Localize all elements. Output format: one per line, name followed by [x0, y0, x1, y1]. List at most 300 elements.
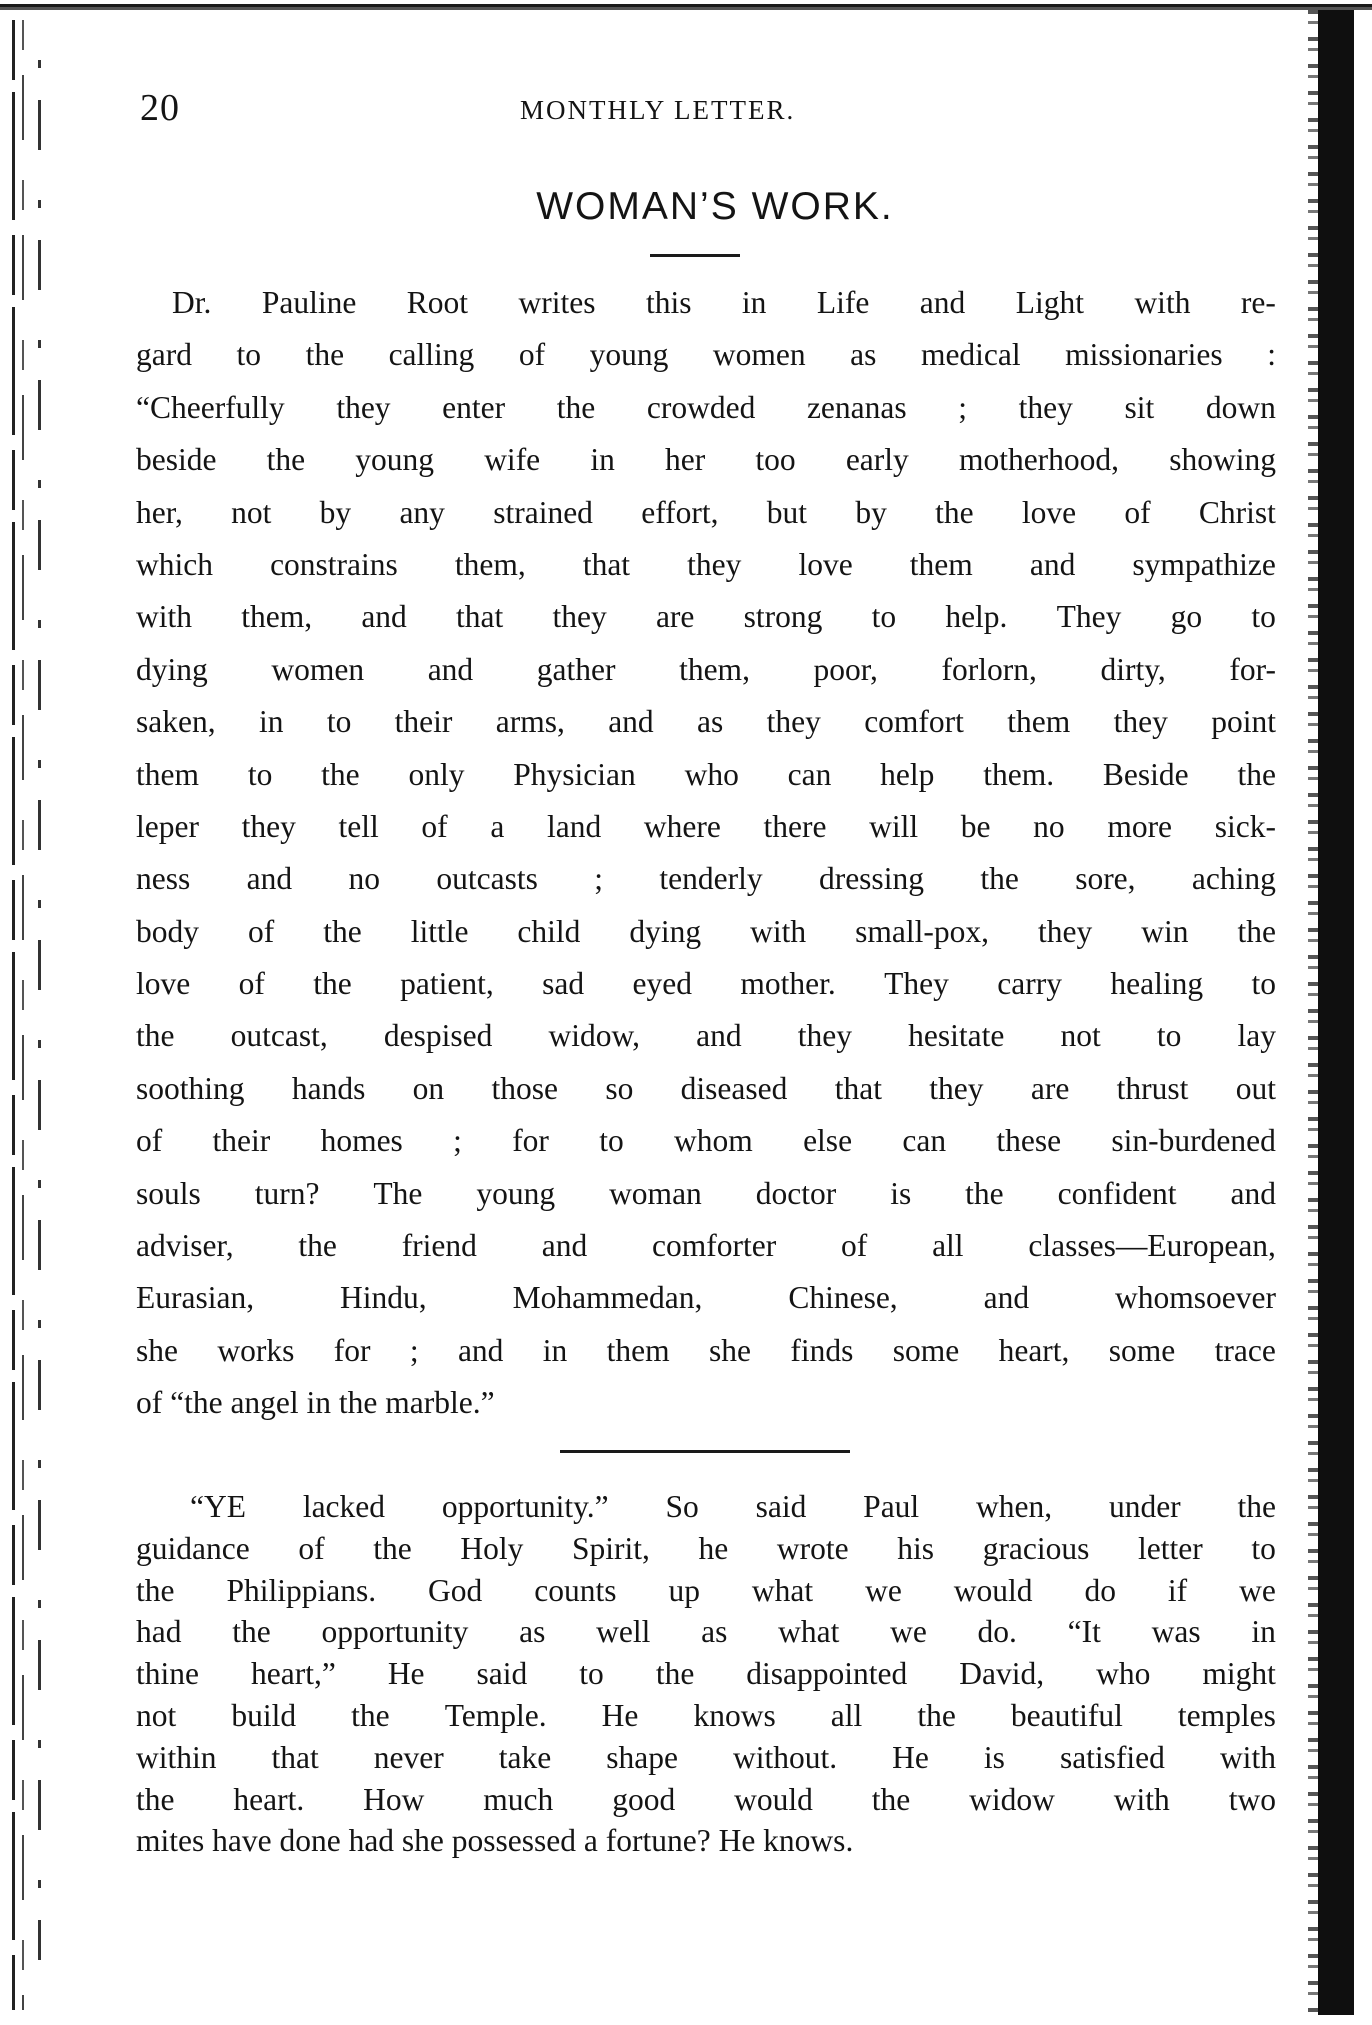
- word: will: [869, 808, 919, 844]
- word: to: [599, 1123, 624, 1159]
- word: there: [763, 808, 827, 844]
- word: the: [965, 1175, 1004, 1211]
- word: Paul: [863, 1489, 920, 1524]
- word: too: [755, 442, 796, 478]
- word: mother.: [740, 966, 836, 1002]
- word: any: [399, 494, 445, 530]
- word: is: [890, 1175, 912, 1211]
- word: them: [606, 1332, 670, 1368]
- word: friend: [401, 1228, 477, 1264]
- word: that: [456, 599, 504, 635]
- word: young: [355, 442, 435, 478]
- word: build: [231, 1697, 297, 1733]
- word: gracious: [982, 1530, 1090, 1566]
- word: diseased: [680, 1070, 788, 1106]
- word: outcasts: [436, 861, 538, 897]
- word: was: [1151, 1614, 1201, 1650]
- word: adviser,: [136, 1228, 234, 1264]
- word: the: [655, 1656, 695, 1692]
- word: turn?: [254, 1175, 320, 1211]
- word: not: [231, 494, 272, 530]
- word: of: [1124, 494, 1151, 530]
- word: out: [1235, 1070, 1276, 1106]
- word: her,: [136, 494, 183, 530]
- word: gard: [136, 337, 192, 373]
- word: wife: [484, 442, 541, 478]
- word: gather: [536, 651, 616, 687]
- word: Beside: [1102, 756, 1189, 792]
- word: the: [917, 1697, 956, 1733]
- word: zenanas: [806, 389, 907, 425]
- word: sympathize: [1132, 546, 1276, 582]
- word: in: [258, 704, 284, 740]
- word: disappointed: [746, 1656, 908, 1692]
- word: healing: [1110, 966, 1204, 1002]
- page-number: 20: [140, 87, 180, 129]
- word: knows: [693, 1697, 776, 1733]
- word: as: [697, 704, 724, 740]
- word: as: [701, 1614, 728, 1650]
- word: of: [247, 913, 275, 949]
- word: heart.: [233, 1781, 305, 1817]
- word: land: [546, 808, 602, 844]
- word: child: [517, 913, 581, 949]
- paragraph-line: [136, 1115, 1276, 1167]
- word: dressing: [818, 861, 924, 897]
- word: strained: [493, 494, 593, 530]
- paragraph-line: [136, 958, 1276, 1010]
- word: under: [1108, 1489, 1181, 1524]
- word: do.: [977, 1614, 1017, 1650]
- word: Chinese,: [788, 1280, 898, 1316]
- word: the: [136, 1781, 175, 1817]
- word: the: [351, 1697, 390, 1733]
- word: arms,: [495, 704, 565, 740]
- word: to: [236, 337, 262, 373]
- word: counts: [534, 1572, 617, 1608]
- word: of: [136, 1123, 163, 1159]
- word: on: [412, 1070, 445, 1106]
- word: all: [932, 1228, 964, 1264]
- running-title: MONTHLY LETTER.: [520, 95, 796, 125]
- word: so: [605, 1070, 634, 1106]
- word: soothing: [136, 1070, 245, 1106]
- word: ;: [594, 861, 603, 897]
- word: them,: [241, 599, 313, 635]
- word: heart,: [998, 1332, 1070, 1368]
- word: saken,: [136, 704, 216, 740]
- word: letter: [1138, 1530, 1203, 1566]
- word: heart,”: [251, 1656, 336, 1692]
- paragraph-line: [136, 1653, 1276, 1695]
- word: within: [136, 1739, 217, 1775]
- word: be: [960, 808, 991, 844]
- word: had: [136, 1614, 182, 1650]
- paragraph-line: [136, 1779, 1276, 1821]
- word: to: [1251, 599, 1276, 635]
- article-paragraph-2: [136, 1486, 1276, 1862]
- word: would: [953, 1572, 1033, 1608]
- word: that: [834, 1070, 882, 1106]
- word: their: [212, 1123, 271, 1159]
- word: where: [643, 808, 721, 844]
- word: by: [319, 494, 352, 530]
- word: they: [1113, 704, 1168, 740]
- word: much: [483, 1781, 554, 1817]
- word: a: [490, 808, 505, 844]
- word: them,: [679, 651, 750, 687]
- word: of: [298, 1530, 325, 1566]
- word: them,: [454, 546, 526, 582]
- word: the: [323, 913, 362, 949]
- word: the: [935, 494, 974, 530]
- word: and: [457, 1332, 504, 1368]
- word: ness: [136, 861, 191, 897]
- word: of: [421, 808, 448, 844]
- word: works: [217, 1332, 295, 1368]
- word: doctor: [755, 1175, 837, 1211]
- word: love: [798, 546, 853, 582]
- word: some: [1108, 1332, 1176, 1368]
- article-title: WOMAN’S WORK.: [536, 185, 894, 228]
- word: confident: [1057, 1175, 1177, 1211]
- word: and: [919, 285, 966, 320]
- word: They: [1056, 599, 1122, 635]
- word: effort,: [641, 494, 719, 530]
- word: the: [232, 1614, 271, 1650]
- word: are: [655, 599, 695, 635]
- word: those: [491, 1070, 558, 1106]
- word: can: [787, 756, 832, 792]
- word: carry: [997, 966, 1062, 1002]
- word: whomsoever: [1115, 1280, 1276, 1316]
- word: re-: [1240, 285, 1276, 320]
- word: for: [333, 1332, 371, 1368]
- word: more: [1107, 808, 1173, 844]
- word: go: [1170, 599, 1203, 635]
- word: dying: [629, 913, 702, 949]
- word: thine: [136, 1656, 199, 1692]
- word: missionaries: [1065, 337, 1223, 373]
- paragraph-line: [136, 696, 1276, 748]
- paragraph-line: [136, 1325, 1276, 1377]
- word: hands: [291, 1070, 366, 1106]
- word: “It: [1067, 1614, 1101, 1650]
- word: ;: [409, 1332, 419, 1368]
- word: his: [897, 1530, 935, 1566]
- word: as: [850, 337, 877, 373]
- word: Eurasian,: [136, 1280, 255, 1316]
- word: sad: [542, 966, 585, 1002]
- title-rule: [650, 254, 740, 257]
- word: the: [1237, 913, 1276, 949]
- word: good: [612, 1781, 676, 1817]
- word: motherhood,: [958, 442, 1120, 478]
- word: sit: [1124, 389, 1155, 425]
- word: that: [271, 1739, 319, 1775]
- word: sick-: [1214, 808, 1276, 844]
- word: showing: [1169, 442, 1276, 478]
- word: Physician: [513, 756, 636, 792]
- word: Christ: [1198, 494, 1276, 530]
- word: win: [1141, 913, 1189, 949]
- word: beside: [136, 442, 217, 478]
- word: Philippians.: [226, 1572, 377, 1608]
- word: they: [929, 1070, 984, 1106]
- word: whom: [674, 1123, 753, 1159]
- word: they: [797, 1018, 852, 1054]
- word: Mohammedan,: [512, 1280, 703, 1316]
- word: sin-burdened: [1111, 1123, 1276, 1159]
- paragraph-line: [136, 1272, 1276, 1324]
- word: her: [665, 442, 706, 478]
- word: shape: [606, 1739, 678, 1775]
- word: body: [136, 913, 199, 949]
- word: lay: [1237, 1018, 1276, 1054]
- word: the: [1237, 1489, 1276, 1524]
- paragraph-line: [136, 1611, 1276, 1653]
- word: for-: [1229, 651, 1276, 687]
- word: help: [880, 756, 935, 792]
- paragraph-line: of “the angel in the marble.”: [136, 1385, 495, 1421]
- word: these: [996, 1123, 1062, 1159]
- word: “Cheerfully: [136, 389, 285, 425]
- word: young: [476, 1175, 556, 1211]
- word: the: [298, 1228, 337, 1264]
- right-edge-shadow: [1308, 10, 1318, 2015]
- word: Temple.: [444, 1697, 547, 1733]
- word: Pauline: [261, 285, 357, 320]
- word: patient,: [400, 966, 494, 1002]
- word: them.: [983, 756, 1055, 792]
- paragraph-line: [136, 1695, 1276, 1737]
- word: and: [427, 651, 474, 687]
- word: is: [983, 1739, 1005, 1775]
- top-edge-rule: [0, 4, 1372, 10]
- word: by: [855, 494, 887, 530]
- word: they: [1018, 389, 1073, 425]
- word: with: [750, 913, 807, 949]
- word: So: [665, 1489, 699, 1524]
- binding-line-outer: [12, 20, 15, 2010]
- word: and: [361, 599, 407, 635]
- paragraph-line: [136, 1220, 1276, 1272]
- paragraph-line: [136, 801, 1276, 853]
- word: comforter: [652, 1228, 777, 1264]
- word: all: [830, 1697, 863, 1733]
- word: Root: [406, 285, 469, 320]
- word: they: [552, 599, 607, 635]
- word: no: [1033, 808, 1065, 844]
- word: little: [410, 913, 469, 949]
- word: poor,: [813, 651, 878, 687]
- word: to: [247, 756, 273, 792]
- word: dirty,: [1100, 651, 1166, 687]
- word: help.: [945, 599, 1008, 635]
- word: them: [1007, 704, 1071, 740]
- word: trace: [1214, 1332, 1276, 1368]
- word: would: [734, 1781, 813, 1817]
- word: as: [519, 1614, 546, 1650]
- word: medical: [920, 337, 1021, 373]
- word: the: [136, 1572, 175, 1608]
- paragraph-line: [136, 591, 1276, 643]
- paragraph-line: [136, 487, 1276, 539]
- word: woman: [609, 1175, 702, 1211]
- word: if: [1167, 1572, 1188, 1608]
- word: the: [980, 861, 1019, 897]
- word: Life: [816, 285, 870, 320]
- word: else: [803, 1123, 853, 1159]
- word: and: [696, 1018, 742, 1054]
- word: to: [1251, 966, 1276, 1002]
- word: down: [1205, 389, 1276, 425]
- word: outcast,: [230, 1018, 328, 1054]
- paragraph-line: [136, 1486, 1276, 1528]
- word: to: [579, 1656, 604, 1692]
- word: the: [313, 966, 352, 1002]
- word: the: [321, 756, 360, 792]
- word: this: [645, 285, 692, 320]
- word: finds: [790, 1332, 854, 1368]
- word: women: [712, 337, 806, 373]
- word: of: [518, 337, 546, 373]
- word: with: [136, 599, 193, 635]
- word: of: [841, 1228, 868, 1264]
- word: writes: [518, 285, 596, 320]
- word: they: [336, 389, 391, 425]
- paragraph-line: [136, 853, 1276, 905]
- word: what: [778, 1614, 840, 1650]
- word: do: [1084, 1572, 1116, 1608]
- word: might: [1202, 1656, 1276, 1692]
- paragraph-line: mites have done had she possessed a fortune? He knows.: [136, 1823, 854, 1859]
- word: enter: [442, 389, 506, 425]
- word: well: [596, 1614, 651, 1650]
- article-paragraph-1: [136, 277, 1276, 1430]
- paragraph-line: [136, 1570, 1276, 1612]
- word: The: [373, 1175, 423, 1211]
- word: with: [1219, 1739, 1276, 1775]
- word: guidance: [136, 1530, 250, 1566]
- word: but: [766, 494, 808, 530]
- word: they: [766, 704, 821, 740]
- word: tenderly: [659, 861, 763, 897]
- word: in: [1251, 1614, 1276, 1650]
- word: the: [373, 1530, 412, 1566]
- word: aching: [1191, 861, 1276, 897]
- word: early: [845, 442, 909, 478]
- word: ;: [453, 1123, 462, 1159]
- word: :: [1267, 337, 1276, 373]
- word: dying: [136, 651, 208, 687]
- word: widow: [969, 1781, 1055, 1817]
- word: they: [687, 546, 742, 582]
- word: beautiful: [1010, 1697, 1123, 1733]
- word: when,: [976, 1489, 1053, 1524]
- word: hesitate: [908, 1018, 1005, 1054]
- word: sore,: [1075, 861, 1136, 897]
- word: said: [476, 1656, 528, 1692]
- word: can: [902, 1123, 947, 1159]
- word: to: [871, 599, 897, 635]
- word: temples: [1177, 1697, 1276, 1733]
- word: their: [394, 704, 453, 740]
- paragraph-line: [136, 329, 1276, 381]
- paragraph-line: [136, 434, 1276, 486]
- paragraph-line: [136, 1737, 1276, 1779]
- word: young: [589, 337, 669, 373]
- running-head: [140, 86, 1290, 136]
- word: homes: [320, 1123, 403, 1159]
- word: He: [387, 1656, 425, 1692]
- word: They: [884, 966, 949, 1002]
- word: point: [1211, 704, 1276, 740]
- paragraph-line: [136, 1010, 1276, 1062]
- word: and: [246, 861, 293, 897]
- word: the: [1237, 756, 1276, 792]
- right-edge-bar: [1318, 10, 1354, 2015]
- word: constrains: [270, 546, 398, 582]
- word: the: [871, 1781, 911, 1817]
- paragraph-line: [136, 1528, 1276, 1570]
- word: the: [556, 389, 596, 425]
- section-divider: [560, 1450, 850, 1453]
- word: in: [542, 1332, 568, 1368]
- binding-edge-marks: [8, 20, 58, 2010]
- word: with: [1134, 285, 1191, 320]
- paragraph-line: [136, 1168, 1276, 1220]
- word: classes—European,: [1028, 1228, 1276, 1264]
- word: they: [1038, 913, 1093, 949]
- word: Hindu,: [340, 1280, 427, 1316]
- word: she: [709, 1332, 752, 1368]
- word: and: [1230, 1175, 1276, 1211]
- word: and: [541, 1228, 588, 1264]
- word: and: [1029, 546, 1076, 582]
- word: they: [241, 808, 296, 844]
- word: and: [608, 704, 654, 740]
- word: up: [668, 1572, 700, 1608]
- word: only: [408, 756, 465, 792]
- word: them: [136, 756, 199, 792]
- word: crowded: [646, 389, 756, 425]
- word: love: [1021, 494, 1077, 530]
- word: some: [892, 1332, 960, 1368]
- word: never: [373, 1739, 444, 1775]
- word: ;: [958, 389, 968, 425]
- word: we: [1239, 1572, 1276, 1608]
- word: tell: [338, 808, 379, 844]
- word: opportunity.”: [441, 1489, 609, 1524]
- word: to: [326, 704, 352, 740]
- word: strong: [743, 599, 823, 635]
- word: small-pox,: [855, 913, 990, 949]
- word: in: [741, 285, 767, 320]
- word: not: [1060, 1018, 1101, 1054]
- paragraph-line: [136, 539, 1276, 591]
- paragraph-line: [136, 382, 1276, 434]
- word: Holy: [460, 1530, 524, 1566]
- word: he: [698, 1530, 729, 1566]
- word: the: [266, 442, 306, 478]
- word: she: [136, 1332, 178, 1368]
- word: Light: [1015, 285, 1084, 320]
- word: thrust: [1116, 1070, 1189, 1106]
- word: no: [348, 861, 380, 897]
- word: the: [136, 1018, 175, 1054]
- word: without.: [733, 1739, 838, 1775]
